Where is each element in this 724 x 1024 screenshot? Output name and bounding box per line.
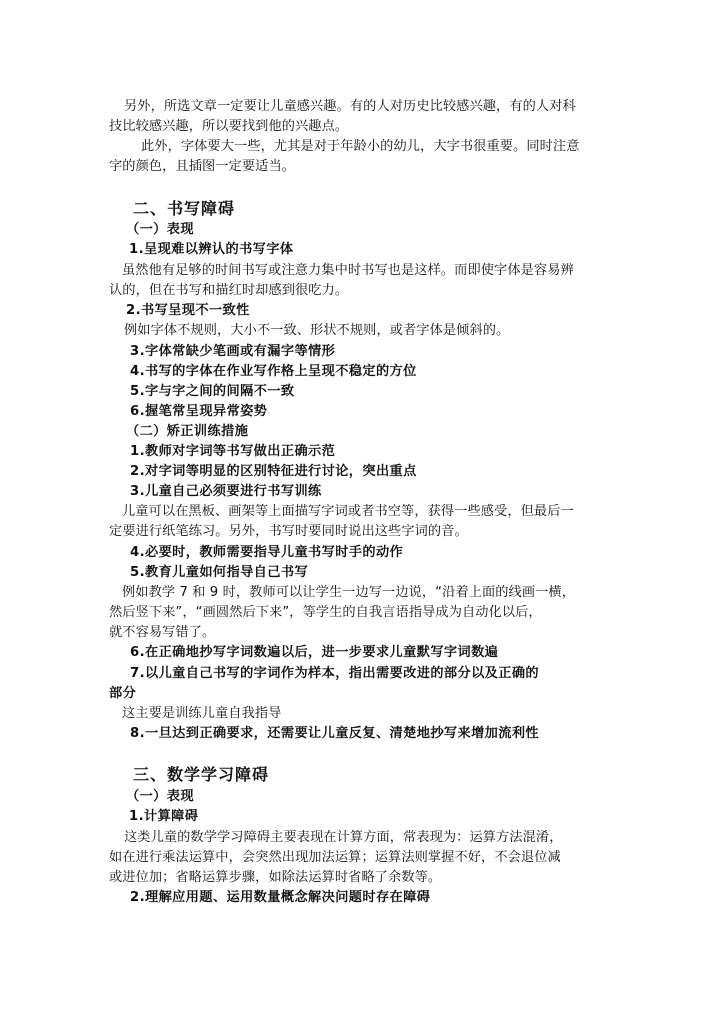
paragraph-line: 虽然他有足够的时间书写或注意力集中时书写也是这样。而即使字体是容易辨 (122, 263, 574, 278)
paragraph-line: 然后竖下来”，“画圆然后下来”，等学生的自我言语指导成为自动化以后， (109, 605, 542, 620)
paragraph-line: 如在进行乘法运算中，会突然出现加法运算；运算法则掌握不好，不会退位减 (109, 850, 561, 865)
item-heading: 7.以儿童自己书写的字词作为样本，指出需要改进的部分以及正确的 (130, 666, 540, 681)
paragraph-line: 例如字体不规则，大小不一致、形状不规则，或者字体是倾斜的。 (124, 323, 510, 338)
item-heading: 1.教师对字词等书写做出正确示范 (130, 444, 336, 459)
item-heading: 2.书写呈现不一致性 (126, 303, 250, 318)
item-heading: 部分 (109, 686, 137, 701)
item-heading: 8.一旦达到正确要求，还需要让儿童反复、清楚地抄写来增加流利性 (130, 726, 540, 741)
item-heading: 5.字与字之间的间隔不一致 (130, 384, 295, 399)
paragraph-line: 这主要是训练儿童自我指导 (122, 706, 282, 721)
item-heading: 3.字体常缺少笔画或有漏字等情形 (130, 344, 336, 359)
item-heading: 2.理解应用题、运用数量概念解决问题时存在障碍 (130, 890, 431, 905)
subsection-heading: （一）表现 (126, 789, 194, 804)
item-heading: 4.书写的字体在作业写作格上呈现不稳定的方位 (130, 364, 417, 379)
item-heading: 5.教育儿童如何指导自己书写 (130, 565, 309, 580)
paragraph-line: 字的颜色，且插图一定要适当。 (109, 159, 296, 174)
paragraph-line: 这类儿童的数学学习障碍主要表现在计算方面，常表现为：运算方法混淆， (124, 830, 563, 845)
item-heading: 4.必要时，教师需要指导儿童书写时手的动作 (130, 545, 404, 560)
item-heading: 3.儿童自己必须要进行书写训练 (130, 484, 322, 499)
section-heading: 二、书写障碍 (133, 199, 236, 218)
item-heading: 1.计算障碍 (129, 809, 199, 824)
item-heading: 6.握笔常呈现异常姿势 (130, 404, 268, 419)
paragraph-line: 技比较感兴趣，所以要找到他的兴趣点。 (109, 119, 349, 134)
subsection-heading: （一）表现 (126, 222, 194, 237)
paragraph-line: 就不容易写错了。 (109, 625, 216, 640)
paragraph-line: 认的，但在书写和描红时却感到很吃力。 (109, 283, 349, 298)
paragraph-line: 儿童可以在黑板、画架等上面描写字词或者书空等，获得一些感受，但最后一 (122, 504, 574, 519)
item-heading: 1.呈现难以辨认的书写字体 (129, 242, 294, 257)
section-heading: 三、数学学习障碍 (133, 765, 270, 784)
paragraph-line: 另外，所选文章一定要让儿童感兴趣。有的人对历史比较感兴趣，有的人对科 (124, 99, 576, 114)
paragraph-line: 例如教学 7 和 9 时，教师可以让学生一边写一边说，“沿着上面的线画一横， (122, 585, 575, 600)
item-heading: 6.在正确地抄写字词数遍以后，进一步要求儿童默写字词数遍 (130, 645, 499, 660)
paragraph-line: 定要进行纸笔练习。另外，书写时要同时说出这些字词的音。 (109, 524, 468, 539)
item-heading: 2.对字词等明显的区别特征进行讨论，突出重点 (130, 464, 417, 479)
paragraph-line: 此外，字体要大一些，尤其是对于年龄小的幼儿，大字书很重要。同时注意 (141, 139, 580, 154)
paragraph-line: 或进位加；省略运算步骤，如除法运算时省略了余数等。 (109, 870, 442, 885)
subsection-heading: （二）矫正训练措施 (126, 424, 249, 439)
